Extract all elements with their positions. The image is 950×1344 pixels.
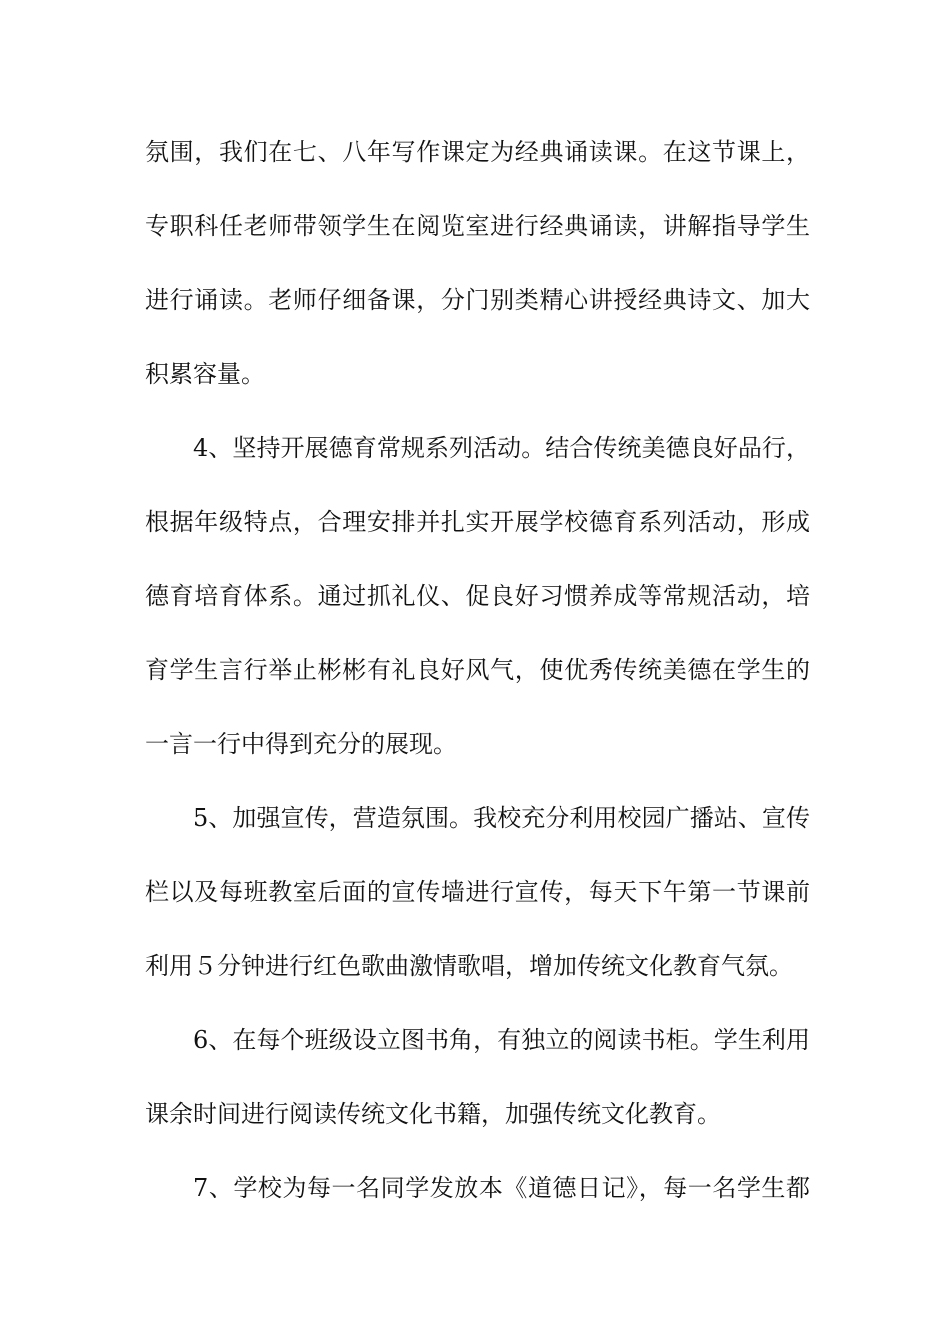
text-line: 积累容量。 <box>145 360 265 388</box>
text-line: 氛围，我们在七、八年写作课定为经典诵读课。在这节课上， <box>145 138 810 166</box>
text-line: 专职科任老师带领学生在阅览室进行经典诵读，讲解指导学生 <box>145 212 810 240</box>
paragraph-4-first-line: 4、坚持开展德育常规系列活动。结合传统美德良好品行， <box>193 434 810 462</box>
text-line: 栏以及每班教室后面的宣传墙进行宣传，每天下午第一节课前 <box>145 878 810 906</box>
text-line: 课余时间进行阅读传统文化书籍，加强传统文化教育。 <box>145 1100 721 1128</box>
text-line: 育学生言行举止彬彬有礼良好风气，使优秀传统美德在学生的 <box>145 656 810 684</box>
text-line: 根据年级特点，合理安排并扎实开展学校德育系列活动，形成 <box>145 508 810 536</box>
text-line: 进行诵读。老师仔细备课，分门别类精心讲授经典诗文、加大 <box>145 286 810 314</box>
paragraph-6-first-line: 6、在每个班级设立图书角，有独立的阅读书柜。学生利用 <box>193 1026 810 1054</box>
text-line: 一言一行中得到充分的展现。 <box>145 730 457 758</box>
paragraph-7-first-line: 7、学校为每一名同学发放本《道德日记》，每一名学生都 <box>193 1174 810 1202</box>
text-line: 利用５分钟进行红色歌曲激情歌唱，增加传统文化教育气氛。 <box>145 952 793 980</box>
paragraph-5-first-line: 5、加强宣传，营造氛围。我校充分利用校园广播站、宣传 <box>193 804 810 832</box>
text-line: 德育培育体系。通过抓礼仪、促良好习惯养成等常规活动，培 <box>145 582 810 610</box>
